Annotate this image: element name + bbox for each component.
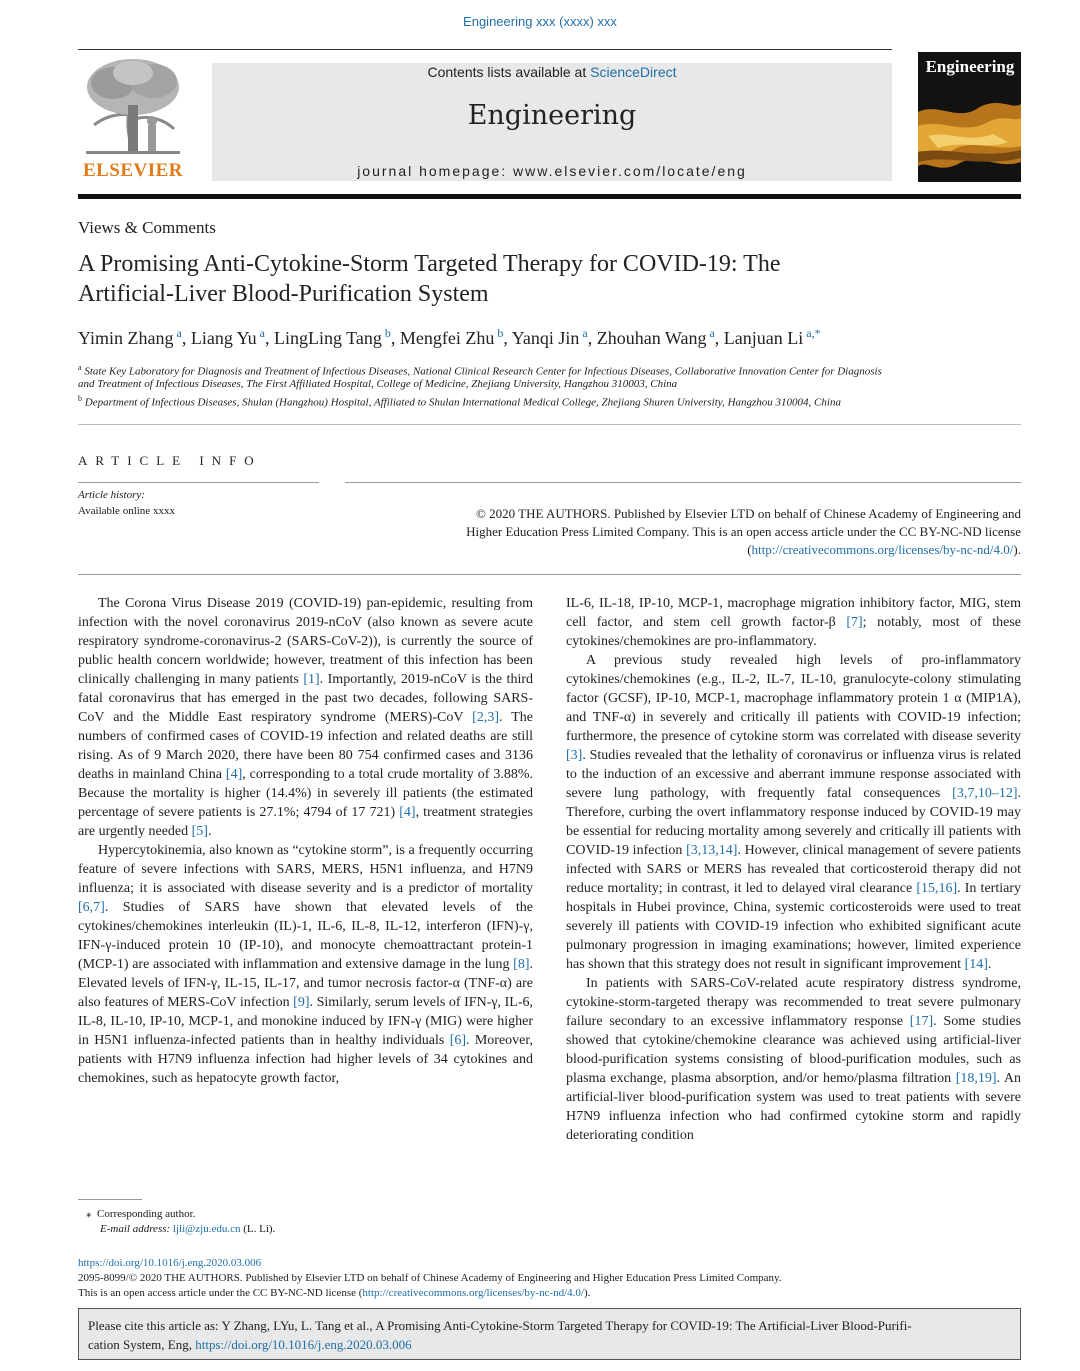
citation-reference-link[interactable]: [17] bbox=[909, 1014, 934, 1029]
citation-prefix: cation System, Eng, bbox=[88, 1337, 196, 1352]
affiliation-a-marker: a bbox=[78, 363, 82, 372]
citation-reference-link[interactable]: [3] bbox=[566, 748, 583, 763]
paragraph-text: In patients with SARS-CoV-related acute respiratory distress syndrome, cytokine-storm-targeted therapy was recommended to treat severe pulmonary failure secondary to an excessive inflammatory response bbox=[566, 976, 1021, 1029]
citation-reference-link[interactable]: [6] bbox=[449, 1033, 467, 1048]
citation-reference-link[interactable]: [3,7,10–12] bbox=[952, 786, 1018, 801]
citation-reference-link[interactable]: [4] bbox=[225, 767, 243, 782]
paragraph-text: . bbox=[987, 957, 992, 972]
article-info-heading: ARTICLE INFO bbox=[78, 453, 262, 468]
citation-reference-link[interactable]: [14] bbox=[964, 957, 988, 972]
email-suffix: (L. Li). bbox=[240, 1223, 276, 1235]
paragraph-text: , treatment strategies are urgently needed bbox=[78, 805, 533, 839]
citation-reference-link[interactable]: [3,13,14] bbox=[686, 843, 738, 858]
paragraph-text: . Therefore, curbing the overt inflammatory response induced by COVID-19 may be essential for reducing mortality among severely and critically ill patients with COVID-19 infection bbox=[566, 786, 1021, 858]
paragraph-text: . bbox=[207, 824, 212, 839]
author-list: Yimin Zhang $^a$, Liang Yu $^a$, LingLing Tang $^b$, Mengfei Zhu $^b$, Yanqi Jin $^a$, Zhouhan Wang $^a$, Lanjuan Li $^{a,*}$ bbox=[78, 326, 821, 348]
article-title-line-1: A Promising Anti-Cytokine-Storm Targeted Therapy for COVID-19: The bbox=[78, 251, 781, 277]
citation-reference-link[interactable]: [18,19] bbox=[955, 1071, 997, 1086]
paragraph-text: A previous study revealed high levels of pro-inflammatory cytokines/chemokines (e.g., IL-2, IL-7, IL-10, granulocyte-colony stimulating factor (GCSF), IP-10, MCP-1, macrophage inflammatory protein 1 α (MIP1A), and TNF-α) in severely and critically ill patients with COVID-19 infection; furthermore, the presence of cytokine storm was correlated with disease severity bbox=[566, 653, 1021, 744]
body-paragraph bbox=[566, 594, 1021, 651]
affiliation-b-text: Department of Infectious Diseases, Shulan (Hangzhou) Hospital, Affiliated to Shulan International Medical College, Zhejiang Shuren University, Hangzhou 310004, China bbox=[84, 396, 841, 409]
paragraph-text: . Some studies showed that cytokine/chemokine clearance was achieved using artificial-liver blood-purification systems consisting of blood-purification modules, such as plasma exchange, plasma absorption, and/or hemo/plasma filtration bbox=[566, 1014, 1021, 1086]
paragraph-text: . Similarly, serum levels of IFN-γ, IL-6, IL-8, IL-10, IP-10, MCP-1, and monokine induced by IFN-γ (MIG) were higher in H5N1 influenza-infected patients than in healthy individuals bbox=[78, 995, 534, 1048]
citation-box bbox=[78, 1308, 1021, 1360]
paragraph-text: . Studies revealed that the lethality of coronavirus or influenza virus is related to the induction of an excessive and aberrant immune response associated with severe lung pathology, with frequently fatal consequences bbox=[566, 748, 1021, 801]
sciencedirect-link[interactable]: ScienceDirect bbox=[590, 64, 677, 80]
footnote-star: ⁎ bbox=[86, 1208, 92, 1220]
citation-reference-link[interactable]: [1] bbox=[303, 672, 320, 687]
corresponding-author-note bbox=[86, 1207, 195, 1220]
author-name: Yanqi Jin bbox=[511, 328, 580, 348]
section-label: Views & Comments bbox=[78, 218, 216, 237]
cover-title: Engineering bbox=[925, 57, 1015, 76]
paragraph-text: . Elevated levels of IFN-γ, IL-15, IL-17, and tumor necrosis factor-α (TNF-α) are also features of MERS-CoV infection bbox=[78, 957, 533, 1010]
top-rule bbox=[78, 49, 892, 50]
footnote-rule bbox=[78, 1199, 142, 1200]
paragraph-text: . The numbers of confirmed cases of COVID-19 infection and related deaths are still rising. As of 9 March 2020, there have been 80 754 confirmed cases and 3136 deaths in mainland China bbox=[78, 710, 534, 782]
article-history-value: Available online xxxx bbox=[78, 505, 175, 517]
article-title-line-2: Artificial-Liver Blood-Purification System bbox=[78, 281, 489, 307]
paragraph-text: IL-6, IL-18, IP-10, MCP-1, macrophage migration inhibitory factor, MIG, stem cell factor, and stem cell growth factor-β bbox=[566, 596, 1021, 630]
abstract-rule bbox=[345, 482, 1021, 483]
running-head: Engineering xxx (xxxx) xxx bbox=[463, 14, 617, 29]
citation-line-2 bbox=[88, 1335, 1011, 1354]
author-name: Mengfei Zhu bbox=[399, 328, 495, 348]
copyright-paren-close: ). bbox=[1013, 542, 1021, 557]
body-paragraph bbox=[566, 651, 1021, 974]
article-history-label: Article history: bbox=[78, 489, 145, 501]
body-paragraph bbox=[566, 974, 1021, 1145]
affiliation-a-line-1 bbox=[78, 363, 1023, 378]
body-paragraph bbox=[78, 594, 533, 841]
author-name: Yimin Zhang bbox=[78, 328, 174, 348]
contents-prefix: Contents lists available at bbox=[427, 64, 591, 80]
copyright-line-2: Higher Education Press Limited Company. This is an open access article under the CC BY-NC-ND license bbox=[466, 524, 1021, 539]
author-affiliation-marker[interactable]: a bbox=[256, 326, 265, 340]
author-name: LingLing Tang bbox=[273, 328, 382, 348]
citation-doi-link[interactable]: https://doi.org/10.1016/j.eng.2020.03.006 bbox=[195, 1337, 412, 1352]
title-divider bbox=[78, 424, 1021, 425]
citation-reference-link[interactable]: [5] bbox=[191, 824, 208, 839]
journal-name: Engineering bbox=[467, 100, 637, 131]
author-affiliation-marker[interactable]: b bbox=[494, 326, 504, 340]
citation-reference-link[interactable]: [8] bbox=[513, 957, 530, 972]
author-affiliation-marker[interactable]: a bbox=[173, 326, 182, 340]
body-column-right bbox=[566, 594, 1021, 1145]
body-column-left bbox=[78, 594, 533, 1088]
citation-reference-link[interactable]: [15,16] bbox=[916, 881, 958, 896]
citation-reference-link[interactable]: [6,7] bbox=[78, 900, 105, 915]
citation-reference-link[interactable]: [9] bbox=[293, 995, 310, 1010]
paragraph-text: The Corona Virus Disease 2019 (COVID-19) pan-epidemic, resulting from infection with the novel coronavirus 2019-nCoV (also known as severe acute respiratory syndrome-coronavirus-2 (SARS-CoV-2)), is currently the source of public health concern worldwide; however, treatment of this infection has been clinically challenging in many patients bbox=[78, 596, 533, 687]
affiliation-a-line-2: and Treatment of Infectious Diseases, The First Affiliated Hospital, College of Medicine, Zhejiang University, Hangzhou 310003, China bbox=[78, 378, 678, 390]
copyright-notice bbox=[345, 505, 1021, 559]
paragraph-text: Hypercytokinemia, also known as “cytokine storm”, is a frequently occurring feature of severe infections with SARS, MERS, H5N1 influenza, and H7N9 influenza; it is associated with disease severity and is a predictor of mortality bbox=[78, 843, 533, 896]
corresponding-author-text: Corresponding author. bbox=[97, 1208, 196, 1220]
paragraph-text: ; notably, most of these cytokines/chemokines are pro-inflammatory. bbox=[566, 615, 1021, 649]
author-affiliation-marker[interactable]: b bbox=[381, 326, 391, 340]
open-access-line bbox=[78, 1287, 590, 1299]
contents-line bbox=[212, 64, 892, 80]
header-thick-rule bbox=[78, 194, 1021, 199]
copyright-paren-open: ( bbox=[747, 542, 752, 557]
author-affiliation-marker[interactable]: a bbox=[579, 326, 588, 340]
paragraph-text: . Moreover, patients with H7N9 influenza infection had higher levels of 34 cytokines and chemokines, such as hepatocyte growth factor, bbox=[78, 1033, 534, 1086]
body-paragraph bbox=[78, 841, 533, 1088]
email-note bbox=[100, 1223, 275, 1235]
info-divider bbox=[78, 574, 1021, 575]
author-affiliation-marker[interactable]: a,* bbox=[803, 326, 821, 340]
email-label: E-mail address: bbox=[100, 1223, 173, 1235]
email-link[interactable]: ljli@zju.edu.cn bbox=[172, 1223, 241, 1235]
copyright-line-3 bbox=[345, 541, 1021, 559]
paragraph-text: . Studies of SARS have shown that elevated levels of the cytokines/chemokines interleukin (IL)-1, IL-6, IL-8, IL-12, interferon (IFN)-γ, IFN-γ-induced protein 10 (IP-10), and monocyte chemoattractant protein-1 (MCP-1) are associated with inflammation and extensive damage in the lung bbox=[78, 900, 533, 972]
author-affiliation-marker[interactable]: a bbox=[706, 326, 715, 340]
oa-prefix: This is an open access article under the CC BY-NC-ND license ( bbox=[78, 1287, 363, 1299]
license-link[interactable]: http://creativecommons.org/licenses/by-nc-nd/4.0/ bbox=[751, 542, 1014, 557]
citation-line-1: Please cite this article as: Y Zhang, LYu, L. Tang et al., A Promising Anti-Cytokine-Storm Targeted Therapy for COVID-19: The Artificial-Liver Blood-Purifi- bbox=[88, 1318, 912, 1333]
paragraph-text: . An artificial-liver blood-purification system was used to treat patients with severe H7N9 influenza infection who had confirmed cytokine storm and rapidly deteriorating condition bbox=[566, 1071, 1021, 1143]
affiliation-b-line-1 bbox=[78, 394, 1023, 409]
article-info-rule bbox=[78, 482, 319, 483]
copyright-line-1: © 2020 THE AUTHORS. Published by Elsevier LTD on behalf of Chinese Academy of Engineering and bbox=[476, 506, 1021, 521]
paragraph-text: . In tertiary hospitals in Hubei province, China, systemic corticosteroids were used to treat severely ill patients with COVID-19 infection who exhibited significant acute pulmonary progression in imaging examinations; however, limited experience has shown that this strategy does not result in significant improvement bbox=[566, 881, 1021, 972]
affiliation-b-marker: b bbox=[78, 394, 82, 403]
oa-suffix: ). bbox=[584, 1287, 591, 1299]
citation-reference-link[interactable]: [2,3] bbox=[472, 710, 499, 725]
citation-reference-link[interactable]: [7] bbox=[846, 615, 863, 630]
footer-license-link[interactable]: http://creativecommons.org/licenses/by-nc-nd/4.0/ bbox=[362, 1287, 584, 1299]
author-name: Liang Yu bbox=[190, 328, 257, 348]
paragraph-text: , corresponding to a total crude mortality of 3.88%. Because the mortality is higher (14.4%) in severely ill patients (the estimated percentage of severe patients is 27.1%; 4794 of 17 721) bbox=[78, 767, 533, 820]
doi-link[interactable]: https://doi.org/10.1016/j.eng.2020.03.006 bbox=[78, 1257, 262, 1269]
paragraph-text: . However, clinical management of severe patients infected with SARS or MERS has revealed that corticosteroid therapy did not reduce mortality; in contrast, it led to delayed viral clearance bbox=[566, 843, 1021, 896]
issn-line: 2095-8099/© 2020 THE AUTHORS. Published by Elsevier LTD on behalf of Chinese Academy of Engineering and Higher Education Press Limited Company. bbox=[78, 1272, 782, 1284]
citation-reference-link[interactable]: [4] bbox=[399, 805, 416, 820]
paragraph-text: . Importantly, 2019-nCoV is the third fatal coronavirus that has emerged in the past two decades, following SARS-CoV and the Middle East respiratory syndrome (MERS)-CoV bbox=[78, 672, 533, 725]
elsevier-wordmark: ELSEVIER bbox=[82, 160, 184, 181]
affiliation-a-text-1: State Key Laboratory for Diagnosis and Treatment of Infectious Diseases, National Clinical Research Center for Infectious Diseases, Collaborative Innovation Center for Diagnosis bbox=[84, 365, 882, 378]
journal-homepage[interactable]: journal homepage: www.elsevier.com/locate/eng bbox=[357, 163, 747, 179]
author-name: Lanjuan Li bbox=[723, 328, 804, 348]
author-name: Zhouhan Wang bbox=[596, 328, 707, 348]
